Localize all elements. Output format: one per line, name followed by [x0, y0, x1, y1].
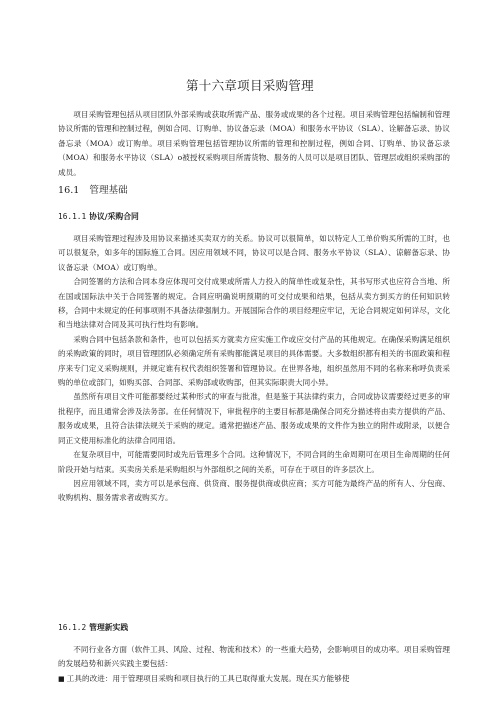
paragraph: 不同行业各方面（软件工具、风险、过程、物流和技术）的一些重大趋势，会影响项目的成功率。项目采购管理的发展趋势和新兴实践主要包括： — [58, 645, 450, 669]
subsection-number-1: 16.1.1 — [58, 212, 87, 221]
paragraph: 虽然所有项目文件可能都要经过某种形式的审查与批准，但是鉴于其法律约束力，合同或协议需要经过更多的审批程序，而且通常会涉及法务部。在任何情况下，审批程序的主要目标都是确保合同充分描述将由卖方提供的产品、服务或成果，且符合法律法规关于采购的规定。通常把描述产品、服务或成果的文件作为独立的附件或附录，以便合同正文使用标准化的法律合同用语。 — [58, 392, 450, 445]
paragraph: 因应用领域不同，卖方可以是承包商、供货商、服务提供商或供应商；买方可能为最终产品的所有人、分包商、收购机构、服务需求者或购买方。 — [58, 478, 450, 503]
subsection-2-body — [58, 643, 450, 686]
subsection-heading-1 — [58, 211, 139, 222]
subsection-heading-2 — [58, 622, 128, 633]
bullet-item — [58, 672, 450, 686]
subsection-1-body — [58, 232, 450, 506]
section-heading — [58, 182, 128, 196]
paragraph: 在复杂项目中，可能需要同时或先后管理多个合同。这种情况下，不同合同的生命周期可在项目生命周期的任何阶段开始与结束。买卖房关系是采购组织与外部组织之间的关系，可存在于项目的许多层次上。 — [58, 450, 450, 474]
chapter-title: 第十六章项目采购管理 — [185, 78, 314, 93]
section-title: 管理基础 — [89, 185, 128, 196]
bullet-text: 工具的改进：用于管理项目采购和项目执行的工具已取得重大发展。现在买方能够使 — [66, 673, 350, 683]
intro-block — [58, 108, 450, 180]
paragraph: 采购合同中包括条款和条件，也可以包括买方就卖方应实施工作或应交付产品的其他规定。在确保采购满足组织的采购政策的同时，项目管理团队必须确定所有采购都能满足项目的具体需要。大多数组织都有相关的书面政策和程序来专门定义采购规则，并规定谁有权代表组织签署和管理协议。在世界各地，组织虽然用不同的名称来称呼负责采购的单位或部门，如购买部、合同部、采购部或收购部，但其实际职责大同小异。 — [58, 334, 450, 388]
paragraph: 项目采购管理过程涉及用协议来描述买卖双方的关系。协议可以很简单，如以特定人工单价购买所需的工时，也可以很复杂，如多年的国际施工合同。因应用领域不同，协议可以是合同、服务水平协议（SLA）、谅解备忘录、协议备忘录（MOA）或订购单。 — [58, 234, 450, 272]
subsection-title-2: 管理新实践 — [89, 623, 129, 632]
bullet-square-icon: ■ — [58, 674, 65, 683]
subsection-title-1: 协议/采购合同 — [89, 212, 139, 221]
paragraph: 合同签署的方法和合同本身应体现可交付成果或所需人力投入的简单性或复杂性，其书写形式也应符合当地、所在国或国际法中关于合同签署的规定。合同应明确说明预期的可交付成果和结果，包括从卖方到买方的任何知识转移，合同中未规定的任何事项则不具备法律强制力。开展国际合作的项目经理应牢记，无论合同规定如何详尽，文化和当地法律对合同及其可执行性均有影响。 — [58, 277, 450, 330]
section-number: 16.1 — [58, 185, 80, 196]
subsection-number-2: 16.1.2 — [58, 623, 87, 632]
intro-paragraph: 项目采购管理包括从项目团队外部采购或获取所需产品、服务或成果的各个过程。项目采购管理包括编制和管理协议所需的管理和控制过程，例如合同、订购单、协议备忘录（MOA）和服务水平协议（SLA）、诠解备忘录、协议备忘录（MOA）或订购单。项目采购管理包括管理协议所需的管理和控制过程，例如合同、订购单、协议备忘录（MOA）和服务水平协议（SLA）o被授权采购项目所需货物、服务的人员可以是项目团队、管理层或组织采购部的成员。 — [58, 110, 450, 177]
